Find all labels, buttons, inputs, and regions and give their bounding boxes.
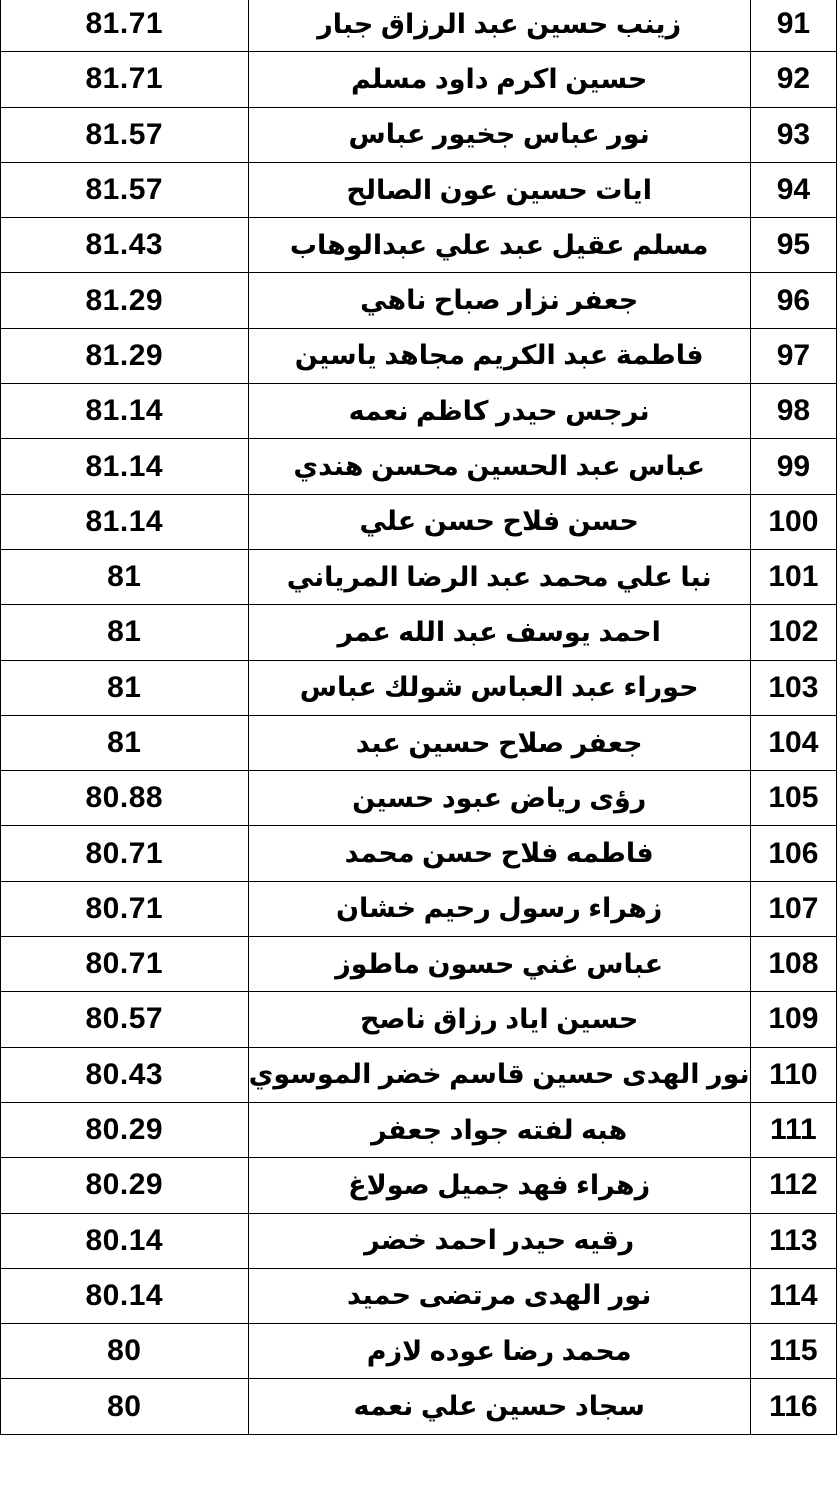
score-cell: 80.71 (1, 937, 249, 992)
name-cell: نبا علي محمد عبد الرضا المرياني (248, 549, 750, 604)
name-cell: رؤى رياض عبود حسين (248, 771, 750, 826)
table-row (1, 1324, 837, 1379)
table-row (1, 1102, 837, 1157)
name-cell: نور عباس جخيور عباس (248, 107, 750, 162)
sequence-number-cell: 101 (750, 549, 836, 604)
score-cell: 81.57 (1, 162, 249, 217)
table-row (1, 273, 837, 328)
sequence-number-cell: 107 (750, 881, 836, 936)
score-cell: 80.71 (1, 881, 249, 936)
table-row (1, 439, 837, 494)
score-cell: 80.29 (1, 1102, 249, 1157)
name-cell: نور الهدى حسين قاسم خضر الموسوي (248, 1047, 750, 1102)
sequence-number-cell: 116 (750, 1379, 836, 1434)
sequence-number-cell: 103 (750, 660, 836, 715)
score-cell: 80.29 (1, 1158, 249, 1213)
table-row (1, 1213, 837, 1268)
sequence-number-cell: 93 (750, 107, 836, 162)
sequence-number-cell: 111 (750, 1102, 836, 1157)
sequence-number-cell: 109 (750, 992, 836, 1047)
table-row (1, 937, 837, 992)
table-row (1, 660, 837, 715)
score-cell: 81.71 (1, 0, 249, 52)
table-row (1, 52, 837, 107)
sequence-number-cell: 92 (750, 52, 836, 107)
table-row (1, 715, 837, 770)
name-cell: عباس عبد الحسين محسن هندي (248, 439, 750, 494)
table-row (1, 494, 837, 549)
score-cell: 81 (1, 605, 249, 660)
name-cell: نرجس حيدر كاظم نعمه (248, 384, 750, 439)
sequence-number-cell: 112 (750, 1158, 836, 1213)
table-row (1, 0, 837, 52)
score-cell: 81.14 (1, 384, 249, 439)
name-cell: فاطمه فلاح حسن محمد (248, 826, 750, 881)
score-cell: 81.43 (1, 218, 249, 273)
sequence-number-cell: 100 (750, 494, 836, 549)
sequence-number-cell: 91 (750, 0, 836, 52)
name-cell: محمد رضا عوده لازم (248, 1324, 750, 1379)
table-row (1, 328, 837, 383)
name-cell: ايات حسين عون الصالح (248, 162, 750, 217)
table-row (1, 1158, 837, 1213)
name-cell: احمد يوسف عبد الله عمر (248, 605, 750, 660)
sequence-number-cell: 113 (750, 1213, 836, 1268)
sequence-number-cell: 99 (750, 439, 836, 494)
score-cell: 81.29 (1, 273, 249, 328)
score-cell: 81 (1, 715, 249, 770)
name-cell: حسين اكرم داود مسلم (248, 52, 750, 107)
table-row (1, 1379, 837, 1434)
sequence-number-cell: 96 (750, 273, 836, 328)
sequence-number-cell: 94 (750, 162, 836, 217)
score-cell: 80.71 (1, 826, 249, 881)
sequence-number-cell: 95 (750, 218, 836, 273)
sequence-number-cell: 97 (750, 328, 836, 383)
results-table-body (1, 0, 837, 1434)
name-cell: زينب حسين عبد الرزاق جبار (248, 0, 750, 52)
table-row (1, 826, 837, 881)
score-cell: 80.14 (1, 1213, 249, 1268)
score-cell: 81.29 (1, 328, 249, 383)
name-cell: حسين اياد رزاق ناصح (248, 992, 750, 1047)
score-cell: 80 (1, 1324, 249, 1379)
table-row (1, 107, 837, 162)
table-row (1, 771, 837, 826)
sequence-number-cell: 110 (750, 1047, 836, 1102)
table-row (1, 605, 837, 660)
table-row (1, 162, 837, 217)
score-cell: 80.88 (1, 771, 249, 826)
name-cell: سجاد حسين علي نعمه (248, 1379, 750, 1434)
score-cell: 81.71 (1, 52, 249, 107)
sequence-number-cell: 98 (750, 384, 836, 439)
score-cell: 81.14 (1, 439, 249, 494)
score-cell: 80.57 (1, 992, 249, 1047)
score-cell: 80.43 (1, 1047, 249, 1102)
sequence-number-cell: 114 (750, 1268, 836, 1323)
score-cell: 81.14 (1, 494, 249, 549)
score-cell: 81 (1, 549, 249, 604)
name-cell: رقيه حيدر احمد خضر (248, 1213, 750, 1268)
name-cell: عباس غني حسون ماطوز (248, 937, 750, 992)
score-cell: 80.14 (1, 1268, 249, 1323)
table-row (1, 218, 837, 273)
score-cell: 81 (1, 660, 249, 715)
sequence-number-cell: 102 (750, 605, 836, 660)
name-cell: هبه لفته جواد جعفر (248, 1102, 750, 1157)
score-cell: 80 (1, 1379, 249, 1434)
name-cell: فاطمة عبد الكريم مجاهد ياسين (248, 328, 750, 383)
sequence-number-cell: 105 (750, 771, 836, 826)
table-row (1, 992, 837, 1047)
name-cell: حوراء عبد العباس شولك عباس (248, 660, 750, 715)
table-row (1, 384, 837, 439)
score-cell: 81.57 (1, 107, 249, 162)
name-cell: جعفر نزار صباح ناهي (248, 273, 750, 328)
name-cell: مسلم عقيل عبد علي عبدالوهاب (248, 218, 750, 273)
sequence-number-cell: 115 (750, 1324, 836, 1379)
table-row (1, 1047, 837, 1102)
sequence-number-cell: 106 (750, 826, 836, 881)
name-cell: جعفر صلاح حسين عبد (248, 715, 750, 770)
sequence-number-cell: 108 (750, 937, 836, 992)
table-row (1, 549, 837, 604)
name-cell: زهراء فهد جميل صولاغ (248, 1158, 750, 1213)
table-row (1, 881, 837, 936)
name-cell: زهراء رسول رحيم خشان (248, 881, 750, 936)
name-cell: نور الهدى مرتضى حميد (248, 1268, 750, 1323)
sequence-number-cell: 104 (750, 715, 836, 770)
name-cell: حسن فلاح حسن علي (248, 494, 750, 549)
table-row (1, 1268, 837, 1323)
